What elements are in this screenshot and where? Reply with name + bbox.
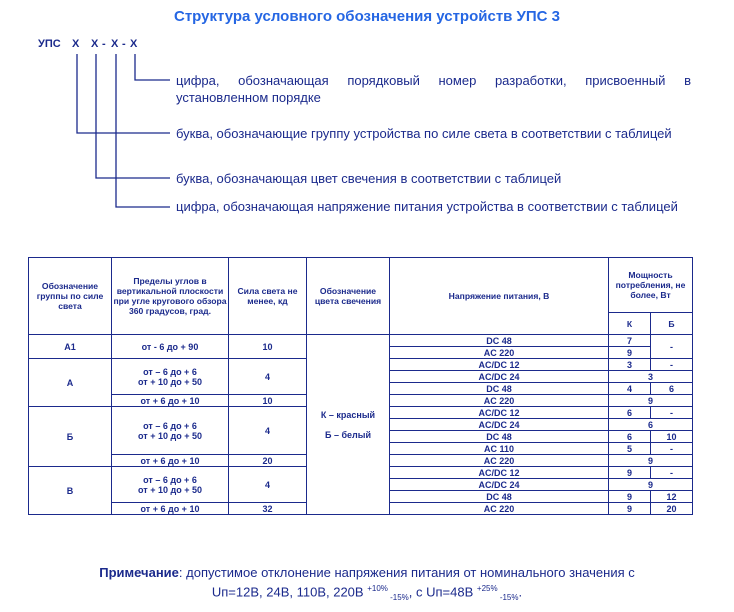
description-2: буква, обозначающие группу устройства по силе света в соответствии с таблицей bbox=[176, 126, 672, 141]
group-cell: А1 bbox=[29, 335, 112, 359]
page-title: Структура условного обозначения устройств УПС 3 bbox=[173, 8, 561, 25]
footnote-text-2b: , с Uп=48В bbox=[408, 584, 477, 600]
code-dash2: - bbox=[122, 38, 126, 50]
tolerance-minus-2: -15% bbox=[497, 592, 519, 602]
power-merged-cell: 9 bbox=[609, 479, 693, 491]
header-voltage: Напряжение питания, В bbox=[390, 258, 609, 335]
power-b-cell: - bbox=[651, 335, 693, 359]
intensity-cell: 4 bbox=[229, 359, 307, 395]
power-b-cell: 20 bbox=[651, 503, 693, 515]
power-merged-cell: 9 bbox=[609, 395, 693, 407]
voltage-cell: DC 48 bbox=[390, 491, 609, 503]
angle-line: от – 6 до + 6 bbox=[143, 420, 197, 431]
power-merged-cell: 9 bbox=[609, 455, 693, 467]
code-dash1: - bbox=[102, 38, 106, 50]
header-angles: Пределы углов в вертикальной плоскости при угле кругового обзора 360 градусов, град. bbox=[112, 258, 229, 335]
code-x3: Х bbox=[111, 38, 119, 50]
power-k-cell: 3 bbox=[609, 359, 651, 371]
voltage-cell: AC 220 bbox=[390, 503, 609, 515]
code-x2: Х bbox=[91, 38, 99, 50]
code-x1: Х bbox=[72, 38, 80, 50]
power-b-cell: - bbox=[651, 443, 693, 455]
power-merged-cell: 6 bbox=[609, 419, 693, 431]
power-b-cell: 10 bbox=[651, 431, 693, 443]
voltage-cell: AC 220 bbox=[390, 347, 609, 359]
power-k-cell: 6 bbox=[609, 431, 651, 443]
header-group: Обозначение группы по силе света bbox=[29, 258, 112, 335]
voltage-cell: DC 48 bbox=[390, 335, 609, 347]
power-k-cell: 7 bbox=[609, 335, 651, 347]
footnote-label: Примечание bbox=[99, 565, 179, 580]
group-cell: Б bbox=[29, 407, 112, 467]
angle-line: от – 6 до + 6 bbox=[143, 474, 197, 485]
angle-cell bbox=[112, 359, 229, 395]
intensity-cell: 4 bbox=[229, 407, 307, 455]
footnote-line-2 bbox=[0, 581, 734, 606]
power-b-cell: - bbox=[651, 407, 693, 419]
angle-line: от – 6 до + 6 bbox=[143, 366, 197, 377]
footnote-text-1: : допустимое отклонение напряжения питания от номинального значения с bbox=[178, 565, 635, 580]
tolerance-minus-1: -15% bbox=[387, 592, 409, 602]
description-1: цифра, обозначающая порядковый номер разработки, присвоенный в установленном порядке bbox=[176, 73, 691, 105]
voltage-cell: AC 220 bbox=[390, 395, 609, 407]
intensity-cell: 4 bbox=[229, 467, 307, 503]
footnote-line-1 bbox=[0, 565, 734, 581]
tolerance-plus-1: +10% bbox=[367, 584, 388, 593]
tolerance-plus-2: +25% bbox=[476, 584, 498, 593]
angle-line: от + 10 до + 50 bbox=[138, 376, 202, 387]
power-b-cell: 6 bbox=[651, 383, 693, 395]
power-b-cell: 12 bbox=[651, 491, 693, 503]
voltage-cell: AC/DC 24 bbox=[390, 419, 609, 431]
voltage-cell: AC/DC 12 bbox=[390, 467, 609, 479]
angle-line: от + 10 до + 50 bbox=[138, 484, 202, 495]
power-k-cell: 9 bbox=[609, 503, 651, 515]
header-k: К bbox=[609, 313, 651, 335]
code-prefix: УПС bbox=[38, 38, 61, 50]
power-merged-cell: 3 bbox=[609, 371, 693, 383]
voltage-cell: DC 48 bbox=[390, 383, 609, 395]
color-white: Б – белый bbox=[325, 429, 371, 440]
code-x4: Х bbox=[130, 38, 138, 50]
intensity-cell: 10 bbox=[229, 335, 307, 359]
voltage-cell: DC 48 bbox=[390, 431, 609, 443]
angle-cell: от + 6 до + 10 bbox=[112, 503, 229, 515]
voltage-cell: AC 220 bbox=[390, 455, 609, 467]
description-4: цифра, обозначающая напряжение питания устройства в соответствии с таблицей bbox=[176, 199, 678, 214]
intensity-cell: 32 bbox=[229, 503, 307, 515]
power-k-cell: 9 bbox=[609, 467, 651, 479]
spec-table bbox=[28, 257, 693, 515]
angle-cell bbox=[112, 407, 229, 455]
power-k-cell: 9 bbox=[609, 347, 651, 359]
power-b-cell: - bbox=[651, 359, 693, 371]
header-b: Б bbox=[651, 313, 693, 335]
voltage-cell: AC 110 bbox=[390, 443, 609, 455]
voltage-cell: AC/DC 24 bbox=[390, 371, 609, 383]
power-k-cell: 5 bbox=[609, 443, 651, 455]
color-red: К – красный bbox=[320, 409, 376, 420]
angle-cell bbox=[112, 467, 229, 503]
angle-cell: от + 6 до + 10 bbox=[112, 395, 229, 407]
footnote-text-2a: Uп=12В, 24В, 110В, 220В bbox=[211, 584, 368, 600]
power-k-cell: 6 bbox=[609, 407, 651, 419]
header-color: Обозначение цвета свечения bbox=[307, 258, 390, 335]
color-cell bbox=[307, 335, 390, 515]
power-k-cell: 4 bbox=[609, 383, 651, 395]
intensity-cell: 20 bbox=[229, 455, 307, 467]
power-k-cell: 9 bbox=[609, 491, 651, 503]
angle-cell: от + 6 до + 10 bbox=[112, 455, 229, 467]
group-cell: В bbox=[29, 467, 112, 515]
power-b-cell: - bbox=[651, 467, 693, 479]
intensity-cell: 10 bbox=[229, 395, 307, 407]
voltage-cell: AC/DC 12 bbox=[390, 407, 609, 419]
header-intensity: Сила света не менее, кд bbox=[229, 258, 307, 335]
header-power: Мощность потребления, не более, Вт bbox=[609, 258, 693, 313]
angle-cell: от - 6 до + 90 bbox=[112, 335, 229, 359]
footnote bbox=[0, 565, 734, 606]
voltage-cell: AC/DC 24 bbox=[390, 479, 609, 491]
voltage-cell: AC/DC 12 bbox=[390, 359, 609, 371]
footnote-end: . bbox=[518, 584, 523, 600]
angle-line: от + 10 до + 50 bbox=[138, 430, 202, 441]
table-row bbox=[29, 335, 693, 347]
description-3: буква, обозначающая цвет свечения в соответствии с таблицей bbox=[176, 171, 562, 186]
group-cell: А bbox=[29, 359, 112, 407]
